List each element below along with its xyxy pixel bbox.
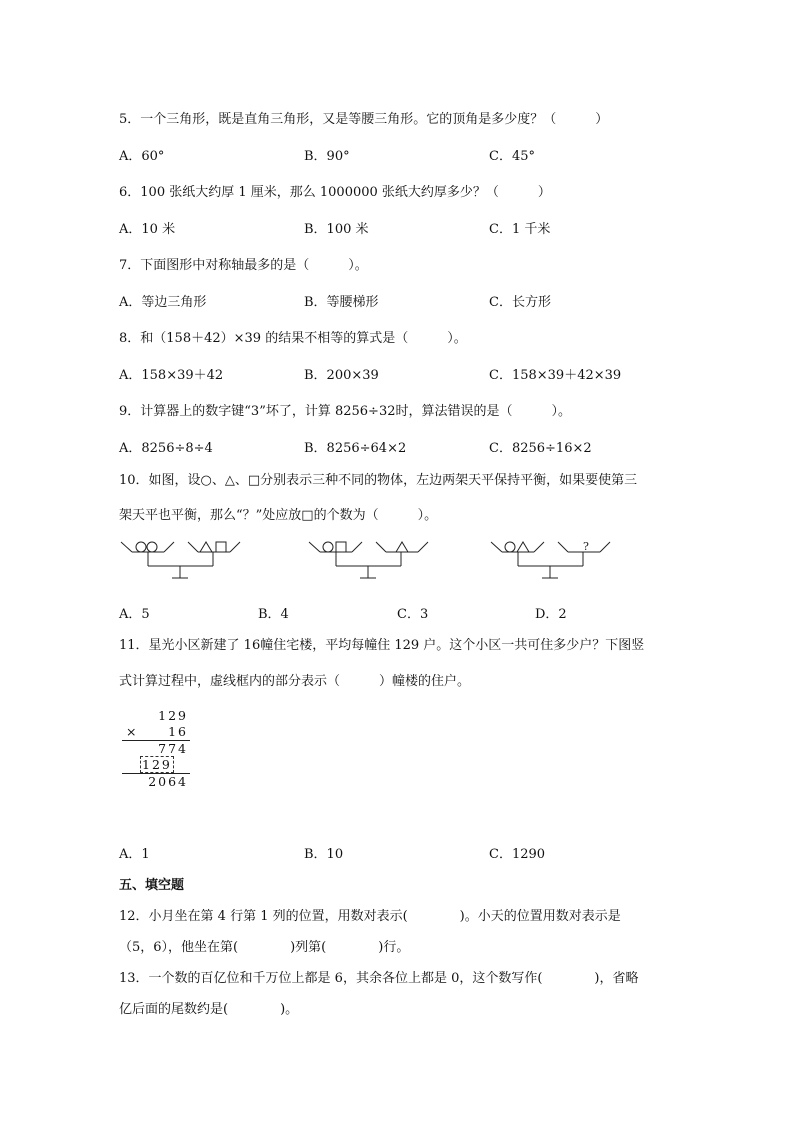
question-8-stem: 8．和（158＋42）×39 的结果不相等的算式是（ ）。: [119, 331, 467, 346]
circle-shape: [505, 542, 515, 552]
q11-option-c[interactable]: C．1290: [489, 847, 546, 862]
q6-option-a[interactable]: A．10 米: [119, 222, 176, 237]
q10-option-c[interactable]: C．3: [397, 607, 429, 622]
q9-option-b[interactable]: B．8256÷64×2: [304, 441, 407, 456]
q9-option-a[interactable]: A．8256÷8÷4: [119, 441, 213, 456]
question-10-stem-line2: 架天平也平衡，那么“？”处应放□的个数为（ ）。: [119, 508, 438, 523]
multiplicand: 129: [158, 708, 188, 723]
question-5-stem: 5．一个三角形，既是直角三角形，又是等腰三角形。它的顶角是多少度？（ ）: [119, 112, 609, 127]
multiplier: 16: [168, 724, 188, 739]
question-6-stem: 6．100 张纸大约厚 1 厘米，那么 1000000 张纸大约厚多少？（ ）: [119, 185, 551, 200]
circle-shape: [136, 542, 146, 552]
circle-shape: [323, 542, 333, 552]
balance-scale-2: [309, 542, 428, 578]
triangle-shape: [517, 542, 529, 552]
times-sign: ×: [126, 724, 137, 739]
q8-option-a[interactable]: A．158×39＋42: [119, 368, 224, 383]
question-10-stem-line1: 10．如图，设○、△、□分别表示三种不同的物体，左边两架天平保持平衡，如果要使第三: [119, 473, 638, 488]
question-12-line1: 12．小月坐在第 4 行第 1 列的位置，用数对表示( )。小天的位置用数对表示是: [119, 909, 621, 924]
q7-option-a[interactable]: A．等边三角形: [119, 295, 207, 310]
question-13-line1: 13．一个数的百亿位和千万位上都是 6，其余各位上都是 0，这个数写作( )，省略: [119, 971, 639, 986]
square-shape: [216, 542, 226, 552]
q7-option-b[interactable]: B．等腰梯形: [304, 295, 379, 310]
triangle-shape: [396, 542, 408, 552]
question-9-stem: 9．计算器上的数字键“3”坏了，计算 8256÷32时，算法错误的是（ ）。: [119, 404, 571, 419]
q5-option-b[interactable]: B．90°: [304, 149, 350, 164]
q7-option-c[interactable]: C．长方形: [489, 295, 551, 310]
balance-scales-figure: [118, 532, 628, 584]
q9-option-c[interactable]: C．8256÷16×2: [489, 441, 592, 456]
partial-product-1: 774: [158, 741, 188, 756]
q11-option-a[interactable]: A．1: [119, 847, 150, 862]
balance-scale-3: [491, 542, 610, 578]
question-13-line2: 亿后面的尾数约是( )。: [119, 1002, 299, 1017]
circle-shape: [147, 542, 157, 552]
q5-option-a[interactable]: A．60°: [119, 149, 165, 164]
section-title: 五、填空题: [119, 878, 185, 893]
question-11-stem-line1: 11．星光小区新建了 16幢住宅楼，平均每幢住 129 户。这个小区一共可住多少户？下图竖: [119, 638, 645, 653]
q8-option-c[interactable]: C．158×39＋42×39: [489, 368, 622, 383]
q8-option-b[interactable]: B．200×39: [304, 368, 379, 383]
balance-scale-1: [121, 542, 240, 578]
triangle-shape: [200, 542, 212, 552]
partial-product-2: 129: [142, 757, 172, 772]
q6-option-b[interactable]: B．100 米: [304, 222, 369, 237]
q5-option-c[interactable]: C．45°: [489, 149, 535, 164]
question-7-stem: 7．下面图形中对称轴最多的是（ ）。: [119, 258, 368, 273]
q10-option-a[interactable]: A．5: [119, 607, 150, 622]
square-shape: [336, 542, 346, 552]
question-mark-label: ?: [583, 540, 589, 553]
q10-option-d[interactable]: D．2: [535, 607, 567, 622]
q10-option-b[interactable]: B．4: [258, 607, 289, 622]
product-result: 2064: [148, 774, 188, 789]
partial-product-2-box: [140, 757, 174, 772]
q11-option-b[interactable]: B．10: [304, 847, 344, 862]
q6-option-c[interactable]: C．1 千米: [489, 222, 551, 237]
question-12-line2: （5，6），他坐在第( )列第( )行。: [119, 940, 410, 955]
question-11-stem-line2: 式计算过程中，虚线框内的部分表示（ ）幢楼的住户。: [119, 674, 471, 689]
